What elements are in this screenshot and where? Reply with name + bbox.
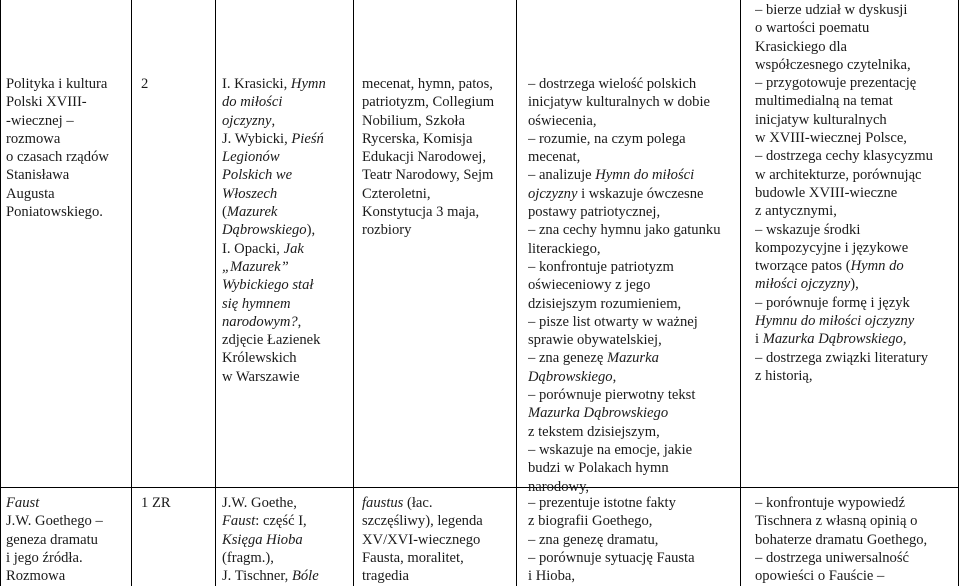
text-run: współczesnego czytelnika,: [755, 56, 911, 73]
text-run: – zna cechy hymnu jako gatunku: [528, 222, 721, 239]
text-run: ojczyzny: [528, 185, 578, 202]
text-run: – zna genezę dramatu,: [528, 531, 659, 548]
text-run: w Warszawie: [222, 368, 300, 385]
text-run: Księga Hioba: [222, 531, 303, 548]
text-run: Włoszech: [222, 185, 278, 202]
cell-line: [528, 93, 738, 111]
text-run: narodowy,: [528, 478, 590, 495]
text-run: rozmowa: [6, 130, 61, 147]
text-run: ),: [306, 222, 316, 239]
cell-line: [222, 531, 352, 549]
cell-line: [755, 257, 958, 275]
cell-line: [528, 295, 738, 313]
text-run: Rozmowa: [6, 568, 66, 585]
text-run: J. Tischner,: [222, 568, 292, 585]
cell-line: [755, 92, 958, 110]
text-run: (fragm.),: [222, 549, 274, 566]
cell-line: [362, 185, 514, 203]
cell-line: [528, 221, 738, 239]
text-run: : część I,: [255, 513, 307, 530]
cell-line: [755, 129, 958, 147]
cell-line: [362, 93, 514, 111]
cell-line: [528, 240, 738, 258]
cell-line: [755, 567, 958, 585]
cell-line: [222, 240, 352, 258]
text-run: ,: [902, 331, 907, 348]
cell-line: [528, 185, 738, 203]
cell-line: [528, 166, 738, 184]
cell-line: [6, 203, 130, 221]
text-run: postawy patriotycznej,: [528, 204, 661, 221]
text-run: Bóle: [291, 568, 319, 585]
text-run: Mazurka: [607, 350, 659, 367]
text-run: – konfrontuje patriotyzm: [528, 258, 674, 275]
text-run: oświeceniowy z jego: [528, 277, 651, 294]
cell-line: [6, 512, 130, 530]
cell-line: [6, 130, 130, 148]
cell-line: [362, 221, 514, 239]
text-run: Dąbrowskiego: [222, 222, 307, 239]
cell-line: [362, 75, 514, 93]
cell-line: [222, 112, 352, 130]
text-run: z historią,: [755, 367, 813, 384]
cell-line: [528, 386, 738, 404]
text-run: I. Krasicki,: [222, 76, 291, 92]
cell-line: [222, 75, 352, 93]
text-run: Jak: [283, 240, 304, 257]
text-run: I. Opacki,: [222, 240, 284, 257]
cell-line: [528, 276, 738, 294]
cell-line: [528, 203, 738, 221]
cell-line: [528, 331, 738, 349]
cell-line: [755, 494, 958, 512]
text-run: – zna genezę: [528, 350, 607, 367]
cell-line: [755, 330, 958, 348]
text-run: „Mazurek”: [222, 258, 289, 275]
cell-line: [222, 349, 352, 367]
text-run: Krasickiego dla: [755, 38, 847, 55]
cell-line: [362, 203, 514, 221]
text-run: ),: [850, 276, 859, 293]
cell-line: [362, 130, 514, 148]
cell-line: [6, 166, 130, 184]
cell-line: [755, 111, 958, 129]
cell-line: [528, 368, 738, 386]
row-1-skills-cell: [528, 75, 738, 496]
cell-line: [755, 19, 958, 37]
cell-line: [755, 56, 958, 74]
cell-line: [222, 93, 352, 111]
text-run: – rozumie, na czym polega: [528, 130, 686, 147]
row-2-hours: 1 ZR: [141, 495, 171, 511]
text-run: dzisiejszym rozumieniem,: [528, 295, 682, 312]
cell-line: [755, 147, 958, 165]
text-run: multimedialną na temat: [755, 93, 893, 110]
text-run: Augusta: [6, 185, 55, 202]
text-run: Teatr Narodowy, Sejm: [362, 167, 494, 184]
cell-line: [755, 202, 958, 220]
text-run: i: [755, 331, 763, 348]
cell-line: [222, 331, 352, 349]
cell-line: [755, 512, 958, 530]
text-run: – porównuje pierwotny tekst: [528, 387, 696, 404]
text-run: w architekturze, porównując: [755, 166, 922, 183]
cell-line: [362, 112, 514, 130]
text-run: Wybickiego stał: [222, 277, 314, 294]
text-run: opowieści o Fauście –: [755, 568, 885, 585]
cell-line: [6, 112, 130, 130]
text-run: Polskich we: [222, 167, 293, 184]
text-run: sprawie obywatelskiej,: [528, 332, 662, 349]
cell-line: [6, 93, 130, 111]
text-run: i Hioba,: [528, 568, 576, 585]
cell-line: [755, 1, 958, 19]
text-run: budzi w Polakach hymn: [528, 460, 669, 477]
text-run: -wiecznej –: [6, 112, 74, 129]
cell-line: [755, 38, 958, 56]
cell-line: [755, 531, 958, 549]
cell-line: [528, 112, 738, 130]
cell-line: [222, 512, 352, 530]
cell-line: [362, 494, 514, 512]
text-run: tragedia: [362, 568, 409, 585]
text-run: zdjęcie Łazienek: [222, 332, 321, 349]
row-2-skills-cell: [528, 494, 738, 585]
cell-line: [222, 148, 352, 166]
text-run: ,: [612, 368, 617, 385]
cell-line: [222, 185, 352, 203]
text-run: – pisze list otwarty w ważnej: [528, 313, 698, 330]
text-run: – bierze udział w dyskusji: [755, 2, 908, 18]
text-run: Hymn do: [850, 258, 904, 275]
cell-line: [528, 130, 738, 148]
cell-line: [528, 512, 738, 530]
text-run: kompozycyjne i językowe: [755, 239, 909, 256]
cell-line: [528, 459, 738, 477]
cell-line: [528, 148, 738, 166]
text-run: inicjatyw kulturalnych: [755, 111, 887, 128]
cell-line: [528, 441, 738, 459]
text-run: ,: [271, 112, 276, 129]
cell-line: [222, 130, 352, 148]
text-run: Hymn: [290, 76, 326, 92]
cell-line: [222, 368, 352, 386]
cell-line: [528, 549, 738, 567]
text-run: Dąbrowskiego: [528, 368, 613, 385]
row-2-texts-cell: [222, 494, 352, 585]
cell-line: [528, 404, 738, 422]
text-run: literackiego,: [528, 240, 601, 257]
text-run: Mazurek: [226, 204, 278, 221]
text-run: J.W. Goethe,: [222, 495, 297, 511]
text-run: z tekstem dzisiejszym,: [528, 423, 660, 440]
text-run: Królewskich: [222, 350, 297, 367]
text-run: miłości ojczyzny: [755, 276, 851, 293]
cell-line: [755, 312, 958, 330]
text-run: z antycznymi,: [755, 203, 837, 220]
text-run: szczęśliwy), legenda: [362, 513, 483, 530]
cell-line: [528, 258, 738, 276]
text-run: z biografii Goethego,: [528, 513, 653, 530]
cell-line: [362, 148, 514, 166]
text-run: – wskazuje na emocje, jakie: [528, 441, 693, 458]
cell-line: [6, 185, 130, 203]
row-1-concepts-cell: [362, 75, 514, 240]
cell-line: [222, 276, 352, 294]
text-run: w XVIII-wiecznej Polsce,: [755, 130, 907, 147]
text-run: Pieśń: [291, 130, 324, 147]
cell-line: [755, 549, 958, 567]
text-run: Konstytucja 3 maja,: [362, 204, 480, 221]
cell-line: [362, 549, 514, 567]
text-run: Hymnu do miłości ojczyzny: [755, 313, 915, 330]
cell-line: [528, 313, 738, 331]
cell-line: [362, 166, 514, 184]
cell-line: [222, 567, 352, 585]
cell-line: [528, 75, 738, 93]
text-run: do miłości: [222, 94, 283, 111]
text-run: Poniatowskiego.: [6, 204, 103, 221]
text-run: – porównuje formę i język: [755, 294, 910, 311]
cell-line: [222, 295, 352, 313]
text-run: bohaterze dramatu Goethego,: [755, 531, 928, 548]
text-run: Polityka i kultura: [6, 76, 108, 92]
cell-line: [222, 258, 352, 276]
cell-line: [755, 367, 958, 385]
row-1-hours: 2: [141, 76, 149, 92]
text-run: Rycerska, Komisja: [362, 130, 473, 147]
cell-line: [755, 74, 958, 92]
text-run: (: [222, 204, 227, 221]
text-run: ,: [297, 313, 302, 330]
text-run: mecenat,: [528, 149, 581, 166]
row-1-extended-cell: [755, 1, 958, 385]
text-run: (łac.: [403, 495, 433, 511]
cell-line: [755, 294, 958, 312]
cell-line: [6, 75, 130, 93]
cell-line: [222, 203, 352, 221]
row-2-hours-cell: [141, 494, 211, 512]
cell-line: [528, 349, 738, 367]
text-run: Edukacji Narodowej,: [362, 149, 487, 166]
text-run: Czteroletni,: [362, 185, 431, 202]
cell-line: [755, 275, 958, 293]
text-run: Stanisława: [6, 167, 70, 184]
text-run: się hymnem: [222, 295, 291, 312]
cell-line: [755, 239, 958, 257]
text-run: i jego źródła.: [6, 549, 83, 566]
text-run: o czasach rządów: [6, 149, 109, 166]
text-run: – prezentuje istotne fakty: [528, 495, 676, 511]
text-run: – przygotowuje prezentację: [755, 75, 917, 92]
text-run: tworzące patos (: [755, 258, 851, 275]
text-run: J. Wybicki,: [222, 130, 292, 147]
text-run: inicjatyw kulturalnych w dobie: [528, 94, 710, 111]
cell-line: [362, 512, 514, 530]
cell-line: [222, 166, 352, 184]
text-run: Hymn do miłości: [595, 167, 695, 184]
cell-line: [755, 184, 958, 202]
text-run: Polski XVIII-: [6, 94, 87, 111]
cell-line: [362, 531, 514, 549]
text-run: – analizuje: [528, 167, 596, 184]
text-run: patriotyzm, Collegium: [362, 94, 495, 111]
text-run: Mazurka Dąbrowskiego: [762, 331, 903, 348]
text-run: – porównuje sytuację Fausta: [528, 549, 695, 566]
text-run: – dostrzega cechy klasycyzmu: [755, 148, 933, 165]
row-1-texts-cell: [222, 75, 352, 386]
cell-line: [6, 567, 130, 585]
cell-line: [755, 221, 958, 239]
text-run: Mazurka Dąbrowskiego: [528, 405, 669, 422]
row-1-topic-cell: [6, 75, 130, 221]
text-run: Nobilium, Szkoła: [362, 112, 465, 129]
text-run: i wskazuje ówczesne: [577, 185, 704, 202]
text-run: o wartości poematu: [755, 20, 870, 37]
text-run: geneza dramatu: [6, 531, 98, 548]
cell-line: [222, 494, 352, 512]
text-run: XV/XVI-wiecznego: [362, 531, 481, 548]
text-run: narodowym?: [222, 313, 298, 330]
cell-line: [6, 494, 130, 512]
text-run: – wskazuje środki: [755, 221, 861, 238]
text-run: J.W. Goethego –: [6, 513, 103, 530]
text-run: – dostrzega uniwersalność: [755, 549, 909, 566]
text-run: Faust: [222, 513, 256, 530]
cell-line: [362, 567, 514, 585]
text-run: faustus: [362, 495, 404, 511]
cell-line: [222, 549, 352, 567]
cell-line: [528, 494, 738, 512]
text-run: Fausta, moralitet,: [362, 549, 464, 566]
text-run: Tischnera z własną opinią o: [755, 513, 918, 530]
text-run: – konfrontuje wypowiedź: [755, 495, 905, 511]
cell-line: [528, 531, 738, 549]
text-run: – dostrzega wielość polskich: [528, 76, 697, 92]
text-run: oświecenia,: [528, 112, 597, 129]
cell-line: [755, 349, 958, 367]
row-2-extended-cell: [755, 494, 958, 585]
cell-line: [6, 549, 130, 567]
row-2-concepts-cell: [362, 494, 514, 585]
cell-line: [6, 148, 130, 166]
text-run: rozbiory: [362, 222, 412, 239]
cell-line: [528, 423, 738, 441]
row-1-hours-cell: [141, 75, 211, 93]
text-run: ojczyzny: [222, 112, 272, 129]
cell-line: [222, 221, 352, 239]
row-2-topic-cell: [6, 494, 130, 585]
text-run: budowle XVIII-wieczne: [755, 184, 898, 201]
cell-line: [528, 567, 738, 585]
cell-line: [222, 313, 352, 331]
cell-line: [6, 531, 130, 549]
text-run: – dostrzega związki literatury: [755, 349, 929, 366]
text-run: Faust: [6, 495, 40, 511]
text-run: mecenat, hymn, patos,: [362, 76, 493, 92]
text-run: Legionów: [222, 149, 280, 166]
cell-line: [755, 166, 958, 184]
